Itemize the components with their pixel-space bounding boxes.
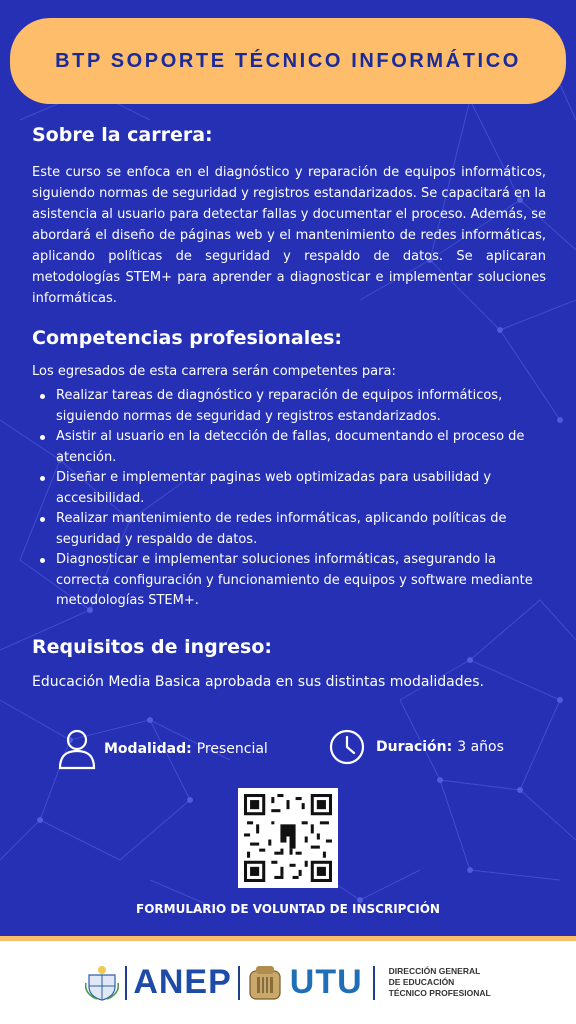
page-title: BTP SOPORTE TÉCNICO INFORMÁTICO (55, 49, 521, 72)
qr-code[interactable] (238, 788, 338, 888)
modalidad-info (58, 728, 268, 770)
anep-logo: ANEP (133, 963, 232, 1001)
dgetp-line: DE EDUCACIÓN (388, 977, 455, 987)
requisitos-text: Educación Media Basica aprobada en sus distintas modalidades. (32, 674, 484, 690)
clock-icon (328, 728, 366, 766)
list-item: Asistir al usuario en la detección de fallas, documentando el proceso de atención. (32, 427, 552, 468)
competencias-heading: Competencias profesionales: (32, 327, 343, 349)
list-item: Diseñar e implementar paginas web optimizadas para usabilidad y accesibilidad. (32, 468, 552, 509)
qr-code-icon (244, 794, 332, 882)
list-item: Realizar mantenimiento de redes informáticas, aplicando políticas de seguridad y respaldo de datos. (32, 509, 552, 550)
footer-separator (238, 966, 240, 1000)
footer-separator (373, 966, 375, 1000)
requisitos-heading: Requisitos de ingreso: (32, 636, 272, 658)
title-banner (10, 18, 566, 104)
duracion-value: 3 años (457, 739, 504, 755)
footer-separator (125, 966, 127, 1000)
modalidad-label: Modalidad: (104, 741, 192, 757)
user-icon (58, 728, 96, 770)
dgetp-logo-text (389, 966, 491, 999)
list-item: Realizar tareas de diagnóstico y reparación de equipos informáticos, siguiendo normas de seguridad y registros estandarizados. (32, 386, 552, 427)
registration-form-link[interactable]: FORMULARIO DE VOLUNTAD DE INSCRIPCIÓN (136, 902, 440, 916)
utu-emblem-icon (246, 963, 284, 1003)
utu-logo: UTU (289, 963, 363, 1001)
modalidad-value: Presencial (196, 741, 268, 757)
about-text: Este curso se enfoca en el diagnóstico y reparación de equipos informáticos, siguiendo normas de seguridad y registros estandarizados. Se capacitará en la asistencia al usuario para detectar fallas y documentar el proceso. Además, se abordará el diseño de páginas web y el mantenimiento de redes informáticas, aplicando políticas de seguridad y respaldo de datos. Se aplicaran metodologías STEM+ para aprender a diagnosticar e implementar soluciones informáticas. (32, 165, 546, 306)
dgetp-line: DIRECCIÓN GENERAL (388, 966, 481, 976)
competencias-intro: Los egresados de esta carrera serán competentes para: (32, 364, 396, 379)
duracion-label: Duración: (376, 739, 453, 755)
footer-logos (0, 941, 576, 1024)
uruguay-coat-of-arms-icon (85, 965, 119, 1001)
about-heading: Sobre la carrera: (32, 124, 213, 146)
competencias-list (32, 386, 552, 612)
duracion-info (328, 728, 504, 766)
list-item: Diagnosticar e implementar soluciones informáticas, asegurando la correcta configuración y funcionamiento de equipos y software mediante metodologías STEM+. (32, 550, 552, 612)
dgetp-line: TÉCNICO PROFESIONAL (388, 988, 491, 998)
